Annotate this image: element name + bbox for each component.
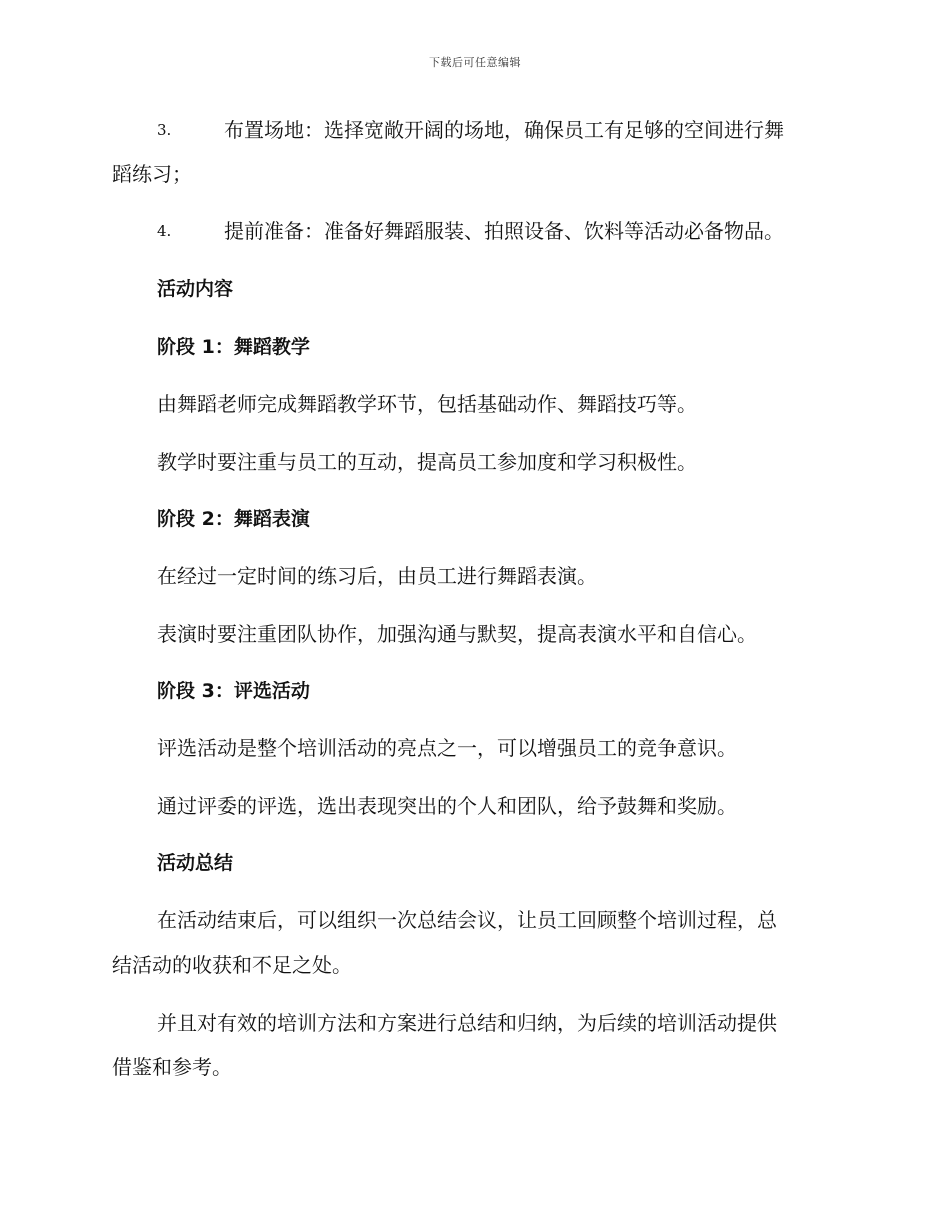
document-page: 下载后可任意编辑 3. 布置场地：选择宽敞开阔的场地，确保员工有足够的空间进行舞 蹈练习； 4. 提前准备：准备好舞蹈服装、拍照设备、饮料等活动必备物品。 活动内容 阶段 1：舞蹈教学 由舞蹈老师完成舞蹈教学环节，包括基础动作、舞蹈技巧等。 教学时要注重与员工的互动，提高员工参加度和学习积极性。 阶段 2：舞蹈表演 在经过一定时间的练习后，由员工进行舞蹈表演。 表演时要注重团队协作，加强沟通与默契，提高表演水平和自信心。 阶段 3：评选活动 评选活动是整个培训活动的亮点之一，可以增强员工的竞争意识。 通过评委的评选，选出表现突出的个人和团队，给予鼓舞和奖励。 活动总结 在活动结束后，可以组织一次总结会议，让员工回顾整个培训过程，总 结活动的收获和不足之处。 并且对有效的培训方法和方案进行总结和归纳，为后续的培训活动提供 借鉴和参考。 (0, 0, 950, 1230)
page-header: 下载后可任意编辑 (429, 56, 521, 69)
list-item-text: 提前准备：准备好舞蹈服装、拍照设备、饮料等活动必备物品。 (224, 219, 784, 243)
list-number: 4. (157, 222, 172, 240)
list-item-text: 布置场地：选择宽敞开阔的场地，确保员工有足够的空间进行舞 (224, 118, 784, 142)
list-number: 3. (157, 121, 172, 139)
list-item-text: 蹈练习； (112, 162, 192, 186)
